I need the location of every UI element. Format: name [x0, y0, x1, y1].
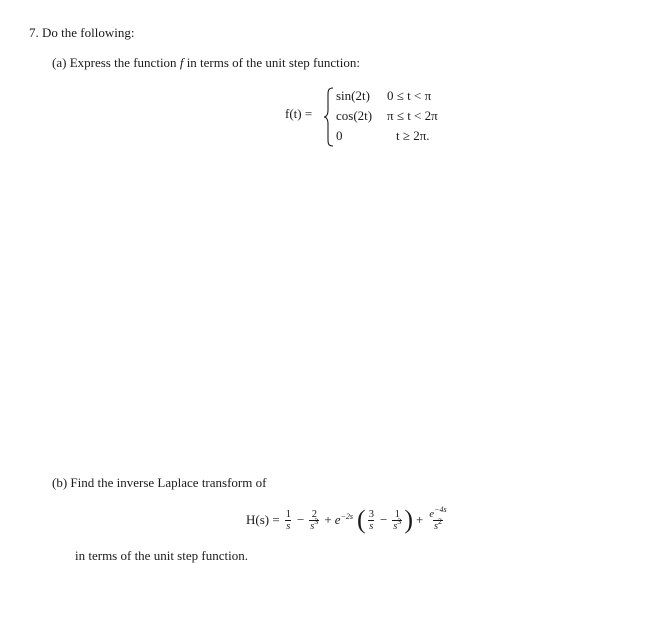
problem-number: 7. [29, 25, 39, 40]
part-b-closing: in terms of the unit step function. [75, 548, 248, 563]
part-a-text-after: in terms of the unit step function: [186, 55, 360, 70]
part-a-prompt [52, 55, 360, 71]
case-2-cond: π ≤ t < 2π [387, 108, 438, 123]
case-3-cond: t ≥ 2π. [396, 128, 430, 143]
fraction-1: $\frac{1}{s}$ [285, 508, 291, 532]
case-3-expr: 0 [336, 128, 343, 143]
fraction-4: $\frac{1}{s^3}$ [393, 508, 402, 532]
part-b-label: (b) [52, 475, 68, 490]
part-a-func-var: f [179, 55, 184, 70]
case-1-expr: sin(2t) [336, 88, 370, 103]
laplace-expression [246, 502, 450, 538]
plus-sign: + [324, 512, 332, 527]
part-b-prompt [52, 475, 266, 491]
right-paren: ) [404, 505, 414, 534]
piecewise-lhs: f(t) = [285, 106, 313, 121]
fraction-3: $\frac{3}{s}$ [368, 508, 374, 532]
left-paren: ( [357, 505, 366, 534]
case-2-expr: cos(2t) [336, 108, 373, 123]
laplace-lhs: H(s) = [246, 512, 280, 527]
exponential-term: $e^{-2s}$ [334, 512, 354, 527]
part-a-label: (a) [52, 55, 67, 70]
fraction-2: $\frac{2}{s^3}$ [310, 508, 319, 532]
part-b-text: Find the inverse Laplace transform of [70, 475, 267, 490]
minus-sign: − [296, 512, 305, 527]
fraction-5: $\frac{e^{-4s}}{s^2}$ [429, 504, 447, 532]
part-a-text-before: Express the function [69, 55, 177, 70]
piecewise-brace [323, 86, 335, 148]
plus-sign: + [416, 512, 424, 527]
problem-intro: Do the following: [42, 25, 135, 40]
minus-sign: − [379, 512, 388, 527]
problem-header [29, 25, 134, 41]
case-1-cond: 0 ≤ t < π [387, 88, 432, 103]
